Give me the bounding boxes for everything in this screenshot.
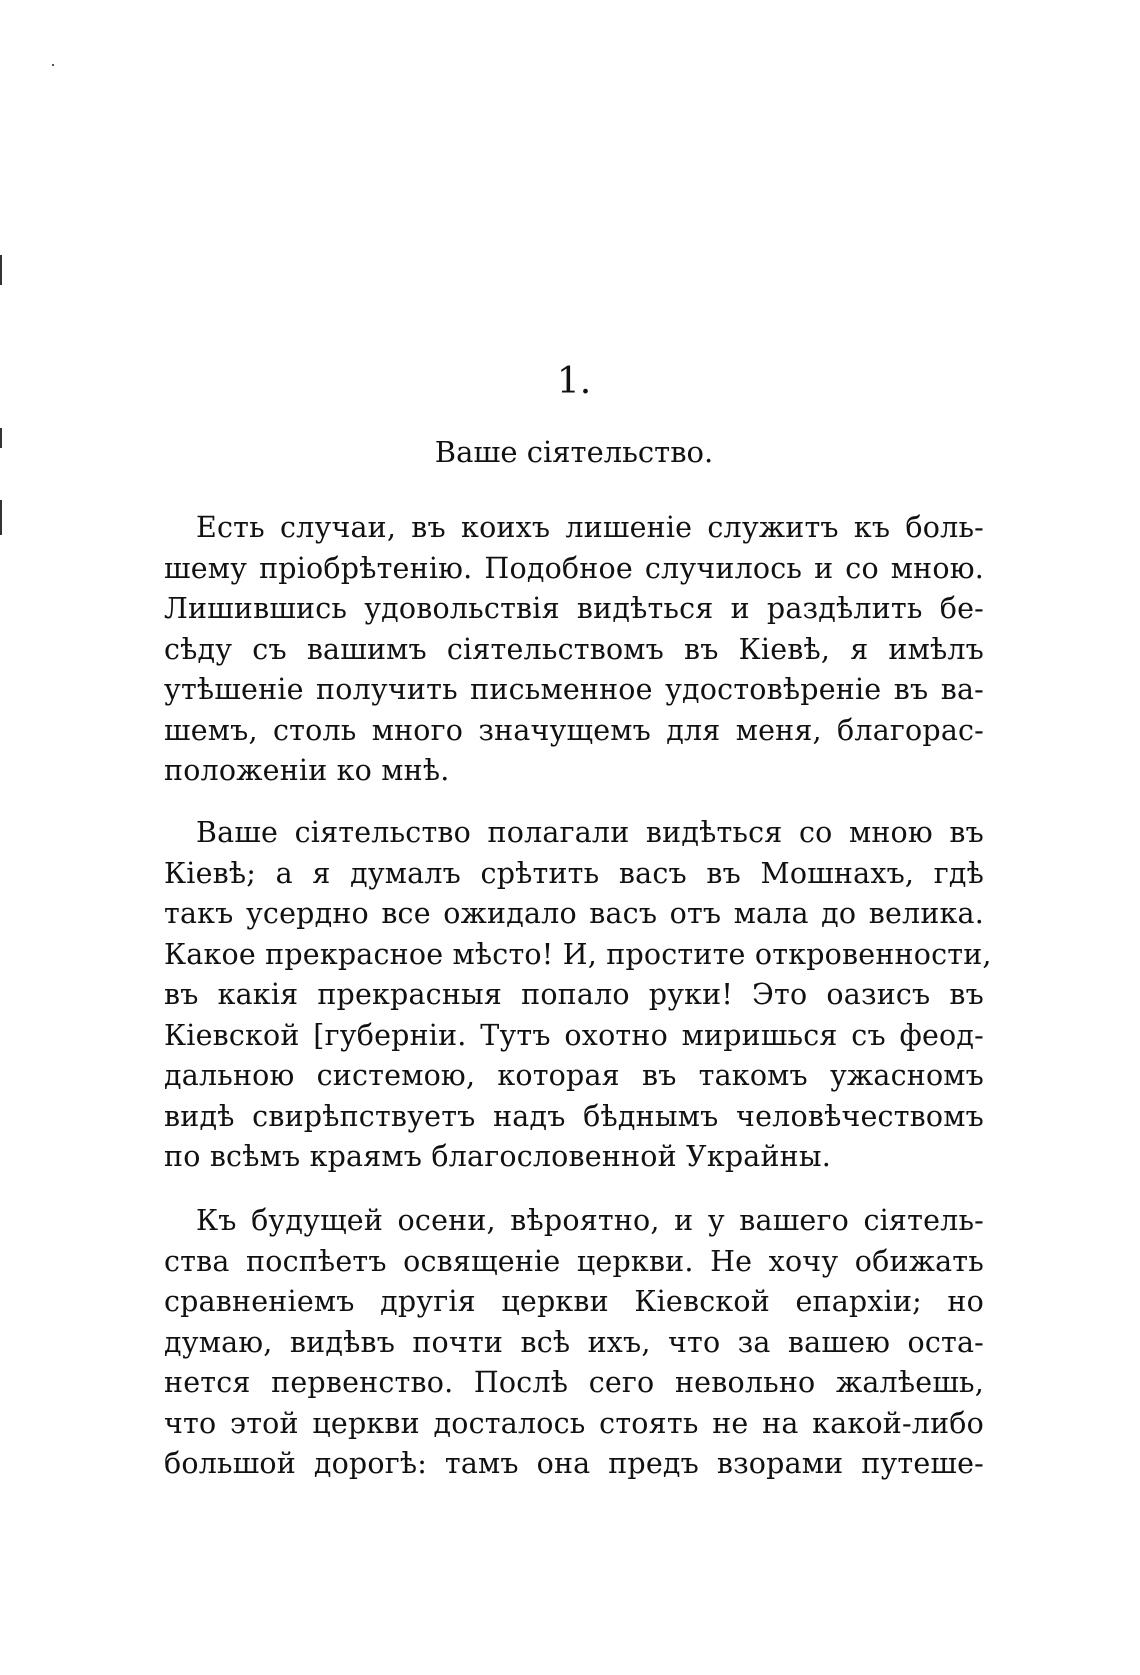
paragraph-2	[164, 813, 992, 1178]
text-line: думаю, видѣвъ почти всѣ ихъ, что за вашею оста-	[164, 1325, 984, 1359]
text-line: большой дорогѣ: тамъ она предъ взорами путеше-	[164, 1447, 984, 1480]
text-line: ства поспѣетъ освященіе церкви. Не хочу обижать	[164, 1244, 984, 1278]
text-line: положеніи ко мнѣ.	[164, 754, 450, 787]
paragraph-1	[164, 508, 984, 792]
text-line: Лишившись удовольствія видѣться и раздѣлить бе-	[164, 592, 984, 625]
text-line: что этой церкви досталось стоять не на какой-либо	[164, 1406, 984, 1440]
text-line: видѣ свирѣпствуетъ надъ бѣднымъ человѣчествомъ	[164, 1099, 984, 1133]
text-line: нется первенство. Послѣ сего невольно жалѣешь,	[164, 1366, 984, 1399]
text-line: Кіевѣ; а я думалъ срѣтить васъ въ Мошнахъ, гдѣ	[164, 856, 984, 890]
text-line: Кіевской [губерніи. Тутъ охотно миришься съ феод-	[164, 1018, 984, 1052]
text-line: въ какія прекрасныя попало руки! Это оазисъ въ	[164, 978, 984, 1011]
text-line: сравненіемъ другія церкви Кіевской епархіи; но	[164, 1285, 984, 1318]
text-line: такъ усердно все ожидало васъ отъ мала до велика.	[164, 897, 984, 930]
paragraph-3	[164, 1201, 984, 1485]
scan-edge-mark	[0, 428, 2, 448]
section-number: 1.	[556, 361, 592, 402]
text-line: сѣду съ вашимъ сіятельствомъ въ Кіевѣ, я имѣлъ	[164, 632, 984, 666]
text-line: шемъ, столь много значущемъ для меня, благорас-	[164, 713, 984, 747]
text-line: Какое прекрасное мѣсто! И, простите откровенности,	[164, 937, 992, 971]
text-line: по всѣмъ краямъ благословенной Украйны.	[164, 1140, 832, 1173]
text-line: Ваше сіятельство полагали видѣться со мною въ	[196, 816, 984, 849]
scan-edge-mark	[0, 255, 2, 285]
salutation: Ваше сіятельство.	[434, 435, 714, 469]
text-line: Къ будущей осени, вѣроятно, и у вашего сіятель-	[196, 1204, 984, 1237]
text-line: Есть случаи, въ коихъ лишеніе служитъ къ боль-	[196, 511, 984, 544]
text-line: утѣшеніе получить письменное удостовѣреніе въ ва-	[164, 673, 984, 706]
text-line: шему пріобрѣтенію. Подобное случилось и со мною.	[164, 551, 984, 585]
text-line: дальною системою, которая въ такомъ ужасномъ	[164, 1059, 984, 1092]
scan-edge-mark	[0, 500, 2, 535]
scan-speck	[52, 64, 54, 66]
